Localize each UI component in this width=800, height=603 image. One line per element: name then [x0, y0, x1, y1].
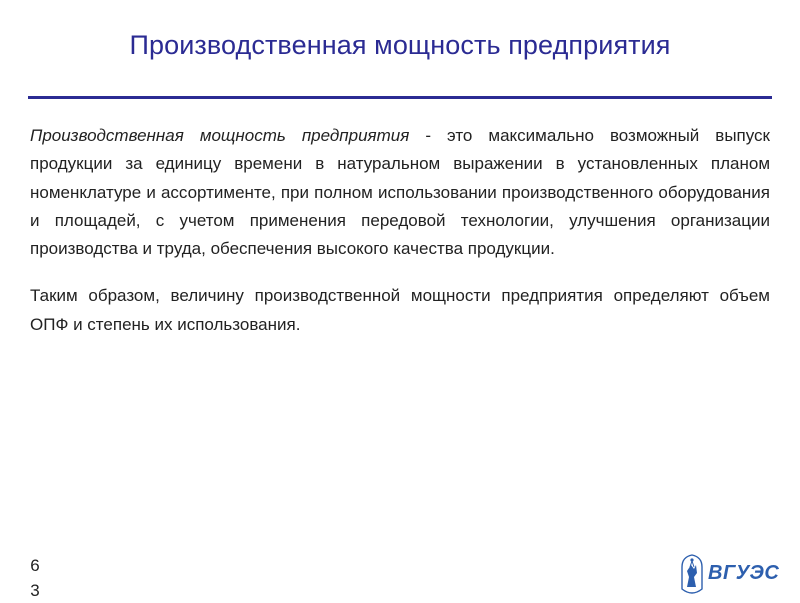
slide-body — [30, 122, 770, 339]
definition-text: - это максимально возможный выпуск продукции за единицу времени в натуральном выражении в установленных планом номенклатуре и ассортименте, при полном использовании производственного оборудования и площадей, с учетом применения передовой технологии, улучшения организации производства и труда, обеспечения высокого качества продукции. — [30, 126, 770, 259]
definition-term: Производственная мощность предприятия — [30, 126, 410, 145]
university-logo — [678, 553, 780, 597]
page-number-digit-1: 6 — [30, 556, 40, 575]
title-divider — [28, 96, 772, 99]
slide-title: Производственная мощность предприятия — [129, 30, 671, 60]
page-number — [27, 553, 43, 603]
logo-emblem-icon — [678, 553, 706, 597]
conclusion-paragraph: Таким образом, величину производственной мощности предприятия определяют объем ОПФ и степень их использования. — [30, 286, 770, 334]
page-number-digit-2: 3 — [30, 581, 40, 600]
logo-text: ВГУЭС — [708, 562, 780, 584]
definition-paragraph — [30, 122, 770, 263]
